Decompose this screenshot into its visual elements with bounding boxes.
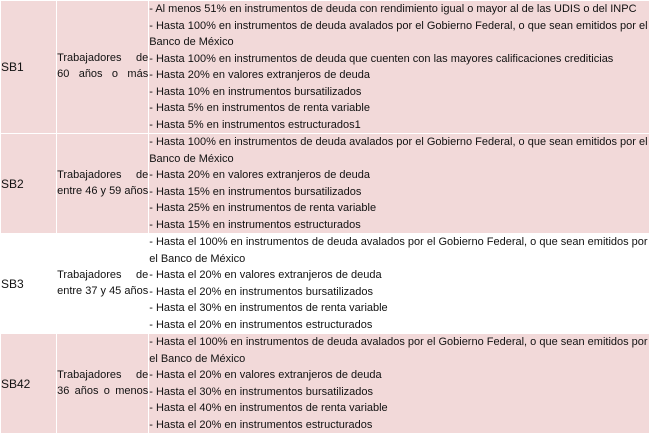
rule-item: - Hasta 10% en instrumentos bursatilizados <box>149 85 362 98</box>
rule-item: - Hasta el 20% en instrumentos estructurados <box>149 318 373 331</box>
rule-item: - Hasta el 20% en instrumentos bursatilizados <box>149 285 373 298</box>
rule-item: - Hasta 5% en instrumentos estructurados1 <box>149 118 361 131</box>
worker-group: Trabajadores de 36 años o menos <box>57 334 149 434</box>
rule-item: - Hasta el 20% en instrumentos estructurados <box>149 418 373 431</box>
rule-item: - Hasta 20% en valores extranjeros de deuda <box>149 69 370 81</box>
table-row <box>1 134 650 234</box>
worker-group: Trabajadores de 60 años o más <box>57 1 149 134</box>
siefore-code: SB2 <box>1 134 57 234</box>
rule-item: - Hasta 25% en instrumentos de renta variable <box>149 202 377 214</box>
investment-rules <box>149 334 650 434</box>
rule-item: - Al menos 51% en instrumentos de deuda con rendimiento igual o mayor al de las UDIS o del INPC <box>149 3 637 15</box>
table-row <box>1 234 650 334</box>
investment-rules <box>149 234 650 334</box>
table-row <box>1 1 650 134</box>
rule-item: - Hasta 5% en instrumentos de renta variable <box>149 102 370 114</box>
rule-item: - Hasta el 100% en instrumentos de deuda avalados por el Gobierno Federal, o que sean emitidos por el Banco de México <box>149 336 648 365</box>
rule-item: - Hasta el 100% en instrumentos de deuda avalados por el Gobierno Federal, o que sean emitidos por el Banco de México <box>149 236 648 265</box>
investment-rules <box>149 134 650 234</box>
table-body <box>1 1 650 434</box>
siefore-code: SB42 <box>1 334 57 434</box>
rule-item: - Hasta el 30% en instrumentos bursatilizados <box>149 385 373 398</box>
siefore-code: SB1 <box>1 1 57 134</box>
rule-item: - Hasta el 20% en valores extranjeros de deuda <box>149 269 382 281</box>
rule-item: - Hasta 100% en instrumentos de deuda avalados por el Gobierno Federal, o que sean emitidos por el Banco de México <box>149 19 648 48</box>
rule-item: - Hasta el 30% en instrumentos de renta variable <box>149 302 388 314</box>
rule-item: - Hasta el 20% en valores extranjeros de deuda <box>149 369 382 381</box>
rule-item: - Hasta 100% en instrumentos de deuda que cuenten con las mayores calificaciones crediticias <box>149 52 614 65</box>
rule-item: - Hasta 15% en instrumentos bursatilizados <box>149 185 362 198</box>
worker-group: Trabajadores de entre 46 y 59 años <box>57 134 149 234</box>
worker-group: Trabajadores de entre 37 y 45 años <box>57 234 149 334</box>
investment-rules <box>149 1 650 134</box>
table-row <box>1 334 650 434</box>
rule-item: - Hasta 15% en instrumentos estructurados <box>149 218 361 231</box>
rule-item: - Hasta el 40% en instrumentos de renta variable <box>149 402 388 414</box>
siefore-code: SB3 <box>1 234 57 334</box>
rule-item: - Hasta 100% en instrumentos de deuda avalados por el Gobierno Federal, o que sean emitidos por el Banco de México <box>149 136 648 165</box>
rule-item: - Hasta 20% en valores extranjeros de deuda <box>149 169 370 181</box>
